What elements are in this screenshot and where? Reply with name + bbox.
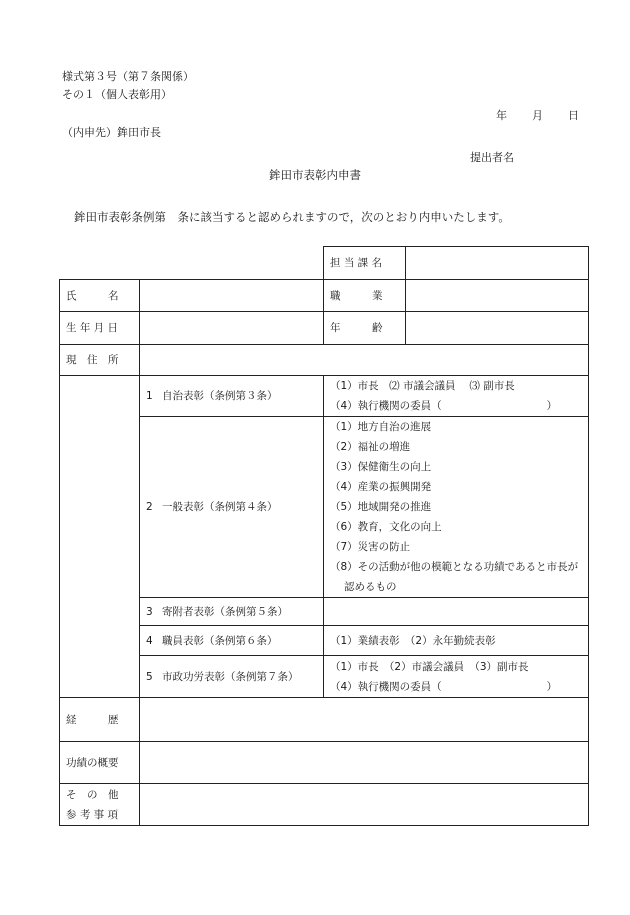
category-2-options[interactable]: （1）地方自治の進展 （2）福祉の増進 （3）保健衛生の向上 （4）産業の振興開発 （5）地域開発の推進 （6）教育，文化の向上 （7）災害の防止 （8）その活動が他の模範となる功績であると市長が 認めるもの [324, 417, 589, 598]
dept-label: 担 当 課 名 [324, 247, 406, 280]
birthdate-label: 生 年 月 日 [60, 312, 140, 345]
category-1-label: 1 自治表彰（条例第３条） [140, 376, 324, 417]
nomination-form-table [59, 246, 589, 826]
category-3-label: 3 寄附者表彰（条例第５条） [140, 598, 324, 626]
form-subtitle: その１（個人表彰用） [62, 88, 172, 101]
dept-field[interactable] [406, 247, 589, 280]
category-1-options[interactable]: （1）市長 ⑵ 市議会議員 ⑶ 副市長 （4）執行機関の委員（ ） [324, 376, 589, 417]
birthdate-field[interactable] [140, 312, 324, 345]
blank-corner [60, 247, 324, 280]
history-label: 経 歴 [60, 698, 140, 742]
category-5-options[interactable]: （1）市長 （2）市議会議員 （3）副市長 （4）執行機関の委員（ ） [324, 656, 589, 698]
name-label: 氏 名 [60, 280, 140, 312]
intro-text: 鉾田市表彰条例第 条に該当すると認められますので，次のとおり内申いたします。 [74, 210, 510, 224]
achievements-label: 功績の概要 [60, 742, 140, 784]
name-field[interactable] [140, 280, 324, 312]
occupation-label: 職 業 [324, 280, 406, 312]
other-notes-label: そ の 他 参 考 事 項 [60, 784, 140, 826]
age-label: 年 齢 [324, 312, 406, 345]
category-3-options[interactable] [324, 598, 589, 626]
category-4-label: 4 職員表彰（条例第６条） [140, 626, 324, 656]
achievements-field[interactable] [140, 742, 589, 784]
address-field[interactable] [140, 345, 589, 376]
category-4-options[interactable]: （1）業績表彰 （2）永年勤続表彰 [324, 626, 589, 656]
other-notes-field[interactable] [140, 784, 589, 826]
category-2-label: 2 一般表彰（条例第４条） [140, 417, 324, 598]
form-number: 様式第３号（第７条関係） [62, 70, 194, 83]
category-5-label: 5 市政功労表彰（条例第７条） [140, 656, 324, 698]
address-label: 現 住 所 [60, 345, 140, 376]
history-field[interactable] [140, 698, 589, 742]
document-title: 鉾田市表彰内申書 [269, 168, 361, 182]
date-line: 年 月 日 [496, 109, 580, 122]
age-field[interactable] [406, 312, 589, 345]
category-group-label [60, 376, 140, 698]
submitter-name-label: 提出者名 [470, 151, 514, 164]
addressee: （内申先）鉾田市長 [62, 126, 161, 139]
occupation-field[interactable] [406, 280, 589, 312]
